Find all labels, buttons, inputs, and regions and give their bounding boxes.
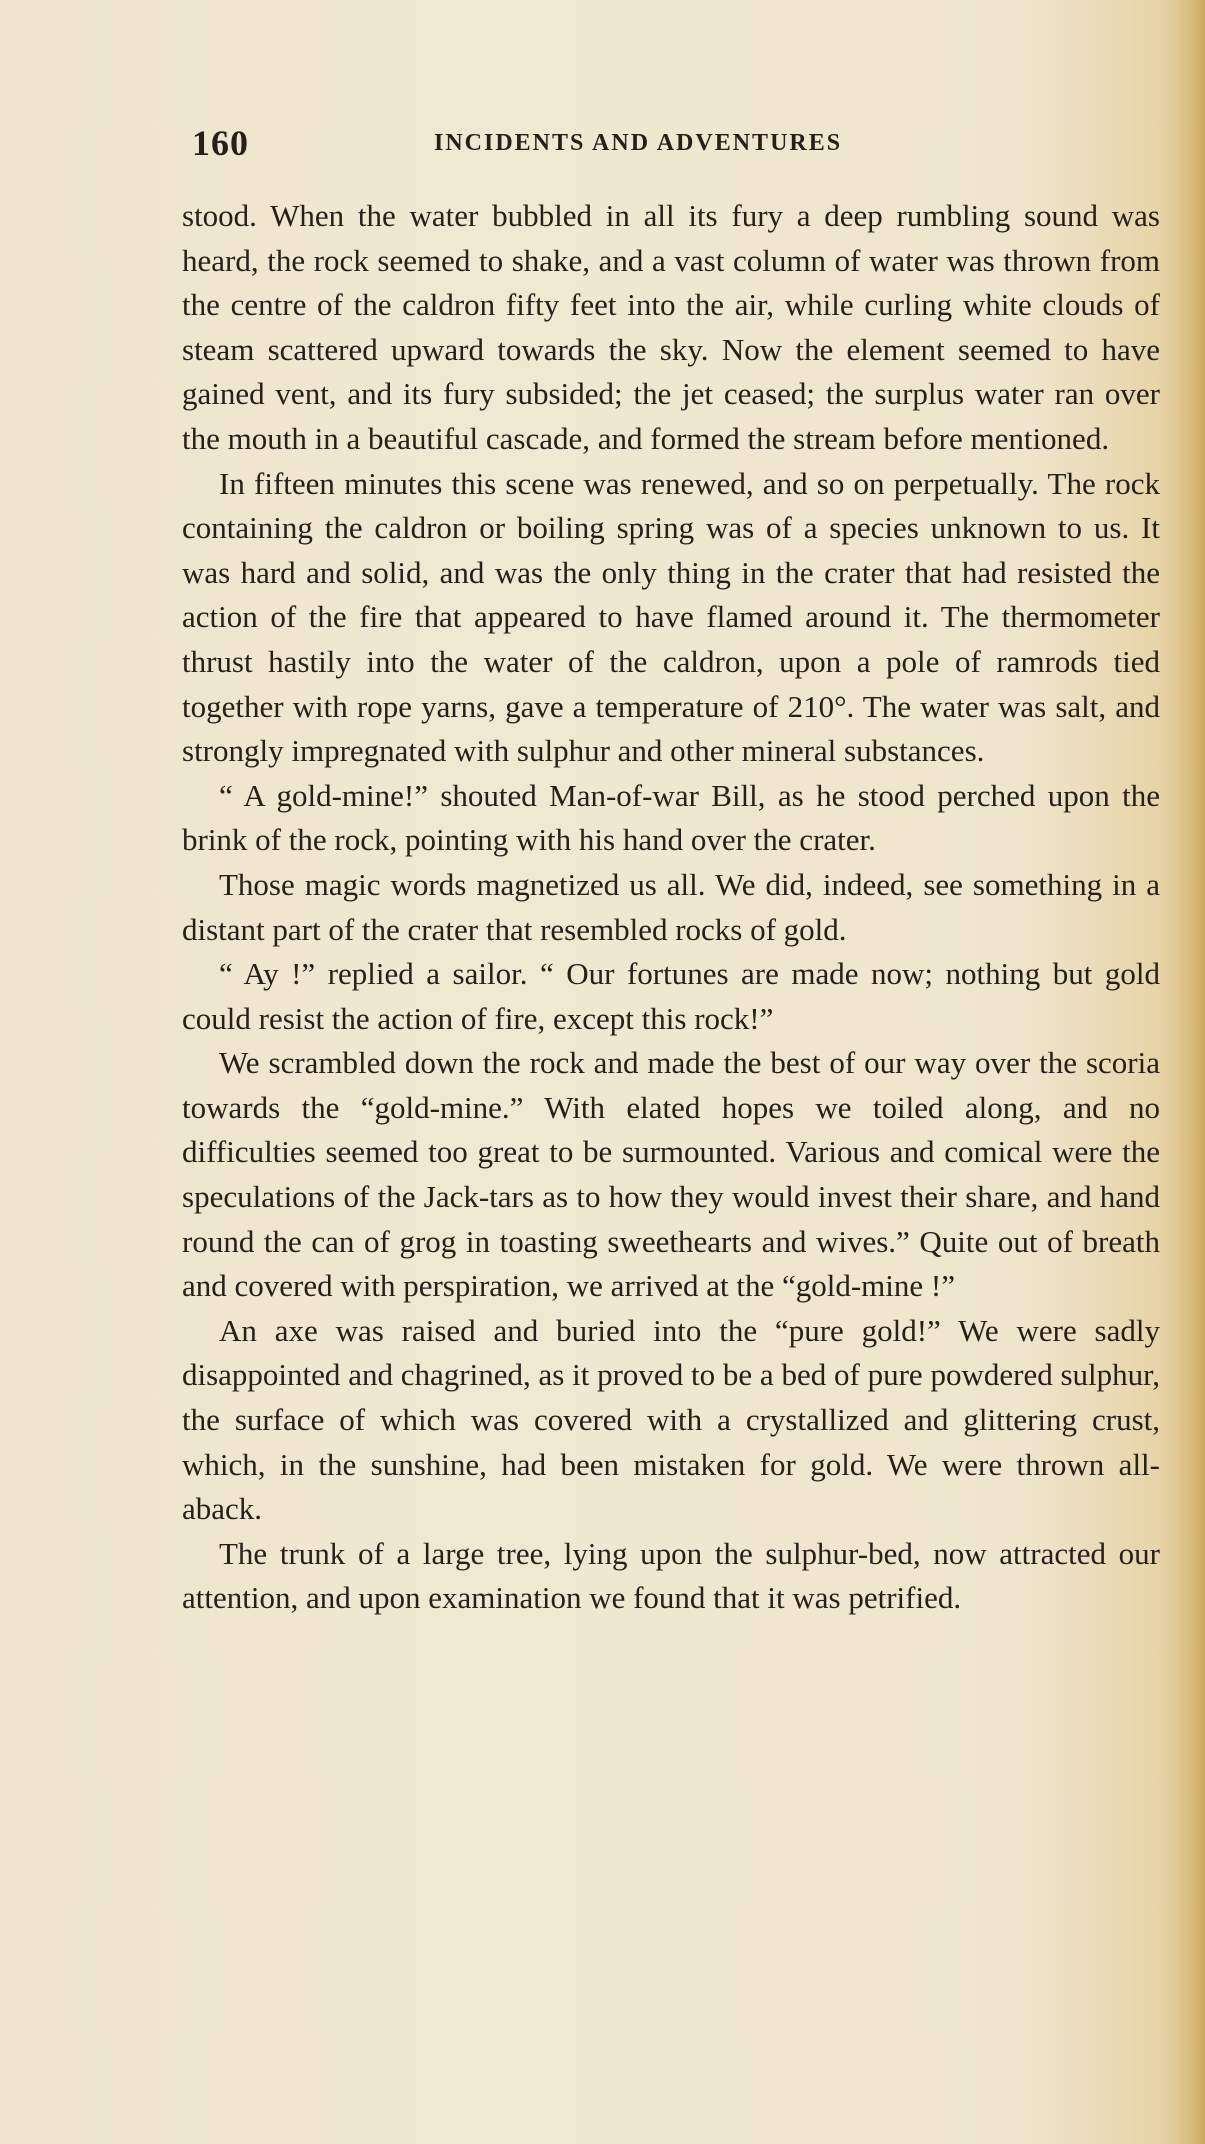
page-number: 160: [192, 123, 249, 163]
body-text: [182, 194, 1160, 1621]
running-head: INCIDENTS AND ADVENTURES: [434, 130, 843, 156]
paragraph: “ Ay !” replied a sailor. “ Our fortunes are made now; nothing but gold could resist the action of fire, except this rock!”: [182, 956, 1160, 1036]
paragraph: In fifteen minutes this scene was renewed, and so on perpetually. The rock containing the caldron or boiling spring was of a species unknown to us. It was hard and solid, and was the only thing in the crater that had resisted the action of the fire that appeared to have flamed around it. The thermometer thrust hastily into the water of the caldron, upon a pole of ramrods tied together with rope yarns, gave a temperature of 210°. The water was salt, and strongly impregnated with sulphur and other mineral substances.: [182, 465, 1160, 769]
paragraph: “ A gold-mine!” shouted Man-of-war Bill, as he stood perched upon the brink of the rock, pointing with his hand over the crater.: [182, 777, 1160, 858]
paragraph: The trunk of a large tree, lying upon the sulphur-bed, now attracted our attention, and upon examination we found that it was petrified.: [182, 1535, 1160, 1616]
paragraph: An axe was raised and buried into the “pure gold!” We were sadly disappointed and chagrined, as it proved to be a bed of pure powdered sulphur, the surface of which was covered with a crystallized and glittering crust, which, in the sunshine, had been mistaken for gold. We were thrown all-aback.: [182, 1312, 1160, 1527]
paragraph-continued: stood. When the water bubbled in all its fury a deep rumbling sound was heard, the rock seemed to shake, and a vast column of water was thrown from the centre of the caldron fifty feet into the air, while curling white clouds of steam scattered upward towards the sky. Now the element seemed to have gained vent, and its fury subsided; the jet ceased; the surplus water ran over the mouth in a beautiful cascade, and formed the stream before mentioned.: [182, 198, 1160, 456]
paragraph: Those magic words magnetized us all. We did, indeed, see something in a distant part of the crater that resembled rocks of gold.: [182, 866, 1160, 947]
page-edge-shading: [1175, 0, 1205, 2144]
page-header: [192, 122, 952, 162]
paragraph: We scrambled down the rock and made the best of our way over the scoria towards the “gold-mine.” With elated hopes we toiled along, and no difficulties seemed too great to be surmounted. Various and comical were the speculations of the Jack-tars as to how they would invest their share, and hand round the can of grog in toasting sweethearts and wives.” Quite out of breath and covered with perspiration, we arrived at the “gold-mine !”: [182, 1045, 1160, 1304]
